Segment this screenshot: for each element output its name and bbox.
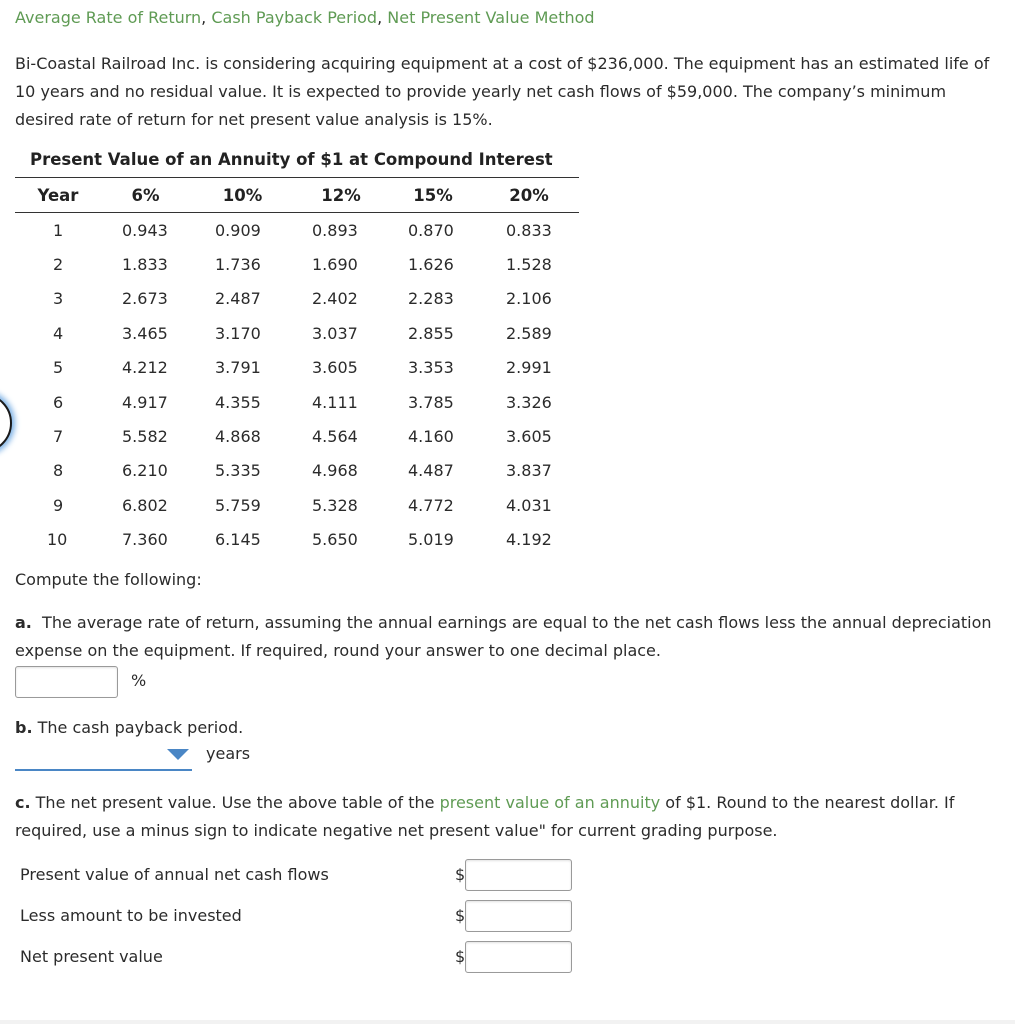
factor-cell: 3.837	[506, 461, 552, 481]
table-row	[15, 488, 579, 522]
amount-invested-input[interactable]	[465, 900, 572, 932]
factor-cell: 2.487	[215, 289, 261, 309]
factor-cell: 2.283	[408, 289, 454, 309]
percent-unit: %	[131, 671, 147, 690]
year-cell: 4	[53, 323, 64, 343]
factor-cell: 5.759	[215, 495, 261, 515]
currency-symbol: $	[455, 906, 466, 925]
factor-cell: 3.791	[215, 358, 261, 378]
factor-cell: 2.855	[408, 323, 454, 343]
page-title	[15, 8, 595, 27]
factor-cell: 3.605	[506, 427, 552, 447]
title-link-cash-payback[interactable]: Cash Payback Period	[211, 8, 378, 27]
npv-label: Net present value	[20, 947, 163, 966]
year-cell: 10	[47, 530, 68, 550]
year-cell: 7	[53, 427, 64, 447]
year-cell: 5	[53, 358, 64, 378]
header-12pct: 12%	[321, 185, 361, 205]
factor-cell: 4.917	[122, 392, 168, 412]
part-a-letter: a.	[15, 613, 32, 632]
part-b-text: The cash payback period.	[37, 718, 244, 737]
factor-cell: 0.870	[408, 220, 454, 240]
part-a-question	[15, 609, 1000, 665]
factor-cell: 3.785	[408, 392, 454, 412]
factor-cell: 4.564	[312, 427, 358, 447]
title-link-average-rate[interactable]: Average Rate of Return	[15, 8, 202, 27]
factor-cell: 4.212	[122, 358, 168, 378]
factor-cell: 3.326	[506, 392, 552, 412]
factor-cell: 0.943	[122, 220, 168, 240]
factor-cell: 3.605	[312, 358, 358, 378]
factor-cell: 4.031	[506, 495, 552, 515]
table-row	[15, 351, 579, 385]
factor-cell: 1.833	[122, 255, 168, 275]
payback-period-dropdown[interactable]	[15, 741, 192, 771]
compute-instruction: Compute the following:	[15, 570, 202, 589]
factor-cell: 4.355	[215, 392, 261, 412]
side-collapse-tab[interactable]	[0, 393, 12, 453]
years-unit: years	[206, 744, 251, 763]
table-row	[15, 385, 579, 419]
factor-cell: 3.465	[122, 323, 168, 343]
table-row	[15, 316, 579, 350]
currency-symbol: $	[455, 947, 466, 966]
annuity-table	[15, 177, 579, 557]
year-cell: 8	[53, 461, 64, 481]
factor-cell: 4.772	[408, 495, 454, 515]
table-body	[15, 213, 579, 557]
factor-cell: 4.868	[215, 427, 261, 447]
factor-cell: 3.170	[215, 323, 261, 343]
problem-intro: Bi-Coastal Railroad Inc. is considering acquiring equipment at a cost of $236,000. The equipment has an estimated life of 10 years and no residual value. It is expected to provide yearly net cash flows of $59,000. The company’s minimum desired rate of return for net present value analysis is 15%.	[15, 54, 990, 129]
table-row	[15, 247, 579, 281]
factor-cell: 2.673	[122, 289, 168, 309]
factor-cell: 6.145	[215, 530, 261, 550]
part-c-text-before: The net present value. Use the above table of the	[35, 793, 440, 812]
table-row	[15, 282, 579, 316]
factor-cell: 4.111	[312, 392, 358, 412]
pv-cash-flows-input[interactable]	[465, 859, 572, 891]
factor-cell: 1.736	[215, 255, 261, 275]
year-cell: 6	[53, 392, 64, 412]
part-c-letter: c.	[15, 793, 31, 812]
npv-input[interactable]	[465, 941, 572, 973]
currency-symbol: $	[455, 865, 466, 884]
title-separator: ,	[201, 8, 212, 27]
part-b-question	[15, 714, 243, 742]
amount-invested-label: Less amount to be invested	[20, 906, 242, 925]
title-link-npv[interactable]: Net Present Value Method	[387, 8, 595, 27]
year-cell: 3	[53, 289, 64, 309]
factor-cell: 2.106	[506, 289, 552, 309]
factor-cell: 5.582	[122, 427, 168, 447]
year-cell: 2	[53, 255, 64, 275]
factor-cell: 1.626	[408, 255, 454, 275]
factor-cell: 6.802	[122, 495, 168, 515]
factor-cell: 0.833	[506, 220, 552, 240]
factor-cell: 5.328	[312, 495, 358, 515]
part-b-letter: b.	[15, 718, 33, 737]
header-6pct: 6%	[131, 185, 160, 205]
factor-cell: 1.690	[312, 255, 358, 275]
factor-cell: 3.037	[312, 323, 358, 343]
factor-cell: 5.335	[215, 461, 261, 481]
factor-cell: 1.528	[506, 255, 552, 275]
header-15pct: 15%	[413, 185, 453, 205]
header-year: Year	[37, 185, 79, 205]
factor-cell: 3.353	[408, 358, 454, 378]
present-value-annuity-link[interactable]: present value of an annuity	[439, 793, 661, 812]
chevron-down-icon[interactable]	[167, 749, 189, 760]
table-header	[15, 177, 579, 213]
header-10pct: 10%	[222, 185, 263, 205]
factor-cell: 2.589	[506, 323, 552, 343]
factor-cell: 0.893	[312, 220, 358, 240]
factor-cell: 4.160	[408, 427, 454, 447]
factor-cell: 4.487	[408, 461, 454, 481]
title-separator: ,	[377, 8, 388, 27]
factor-cell: 0.909	[215, 220, 261, 240]
table-row	[15, 454, 579, 488]
factor-cell: 6.210	[122, 461, 168, 481]
factor-cell: 2.991	[506, 358, 552, 378]
table-title: Present Value of an Annuity of $1 at Compound Interest	[30, 150, 553, 169]
year-cell: 9	[53, 495, 64, 515]
part-a-text: The average rate of return, assuming the annual earnings are equal to the net cash flows less the annual depreciation expense on the equipment. If required, round your answer to one decimal place.	[15, 613, 992, 660]
bottom-divider	[0, 1020, 1015, 1024]
factor-cell: 5.650	[312, 530, 358, 550]
factor-cell: 4.192	[506, 530, 552, 550]
table-row	[15, 523, 579, 557]
year-cell: 1	[53, 220, 64, 240]
average-rate-input[interactable]	[15, 666, 118, 698]
table-row	[15, 419, 579, 453]
header-20pct: 20%	[509, 185, 549, 205]
part-c-question	[15, 789, 1010, 845]
factor-cell: 7.360	[122, 530, 168, 550]
pv-cash-flows-label: Present value of annual net cash flows	[20, 865, 329, 884]
factor-cell: 4.968	[312, 461, 358, 481]
part-c-text-after: of $1. Round to the nearest dollar. If required, use a minus sign to indicate negative net present value" for current grading purpose.	[15, 793, 955, 840]
factor-cell: 5.019	[408, 530, 454, 550]
table-row	[15, 213, 579, 247]
factor-cell: 2.402	[312, 289, 358, 309]
